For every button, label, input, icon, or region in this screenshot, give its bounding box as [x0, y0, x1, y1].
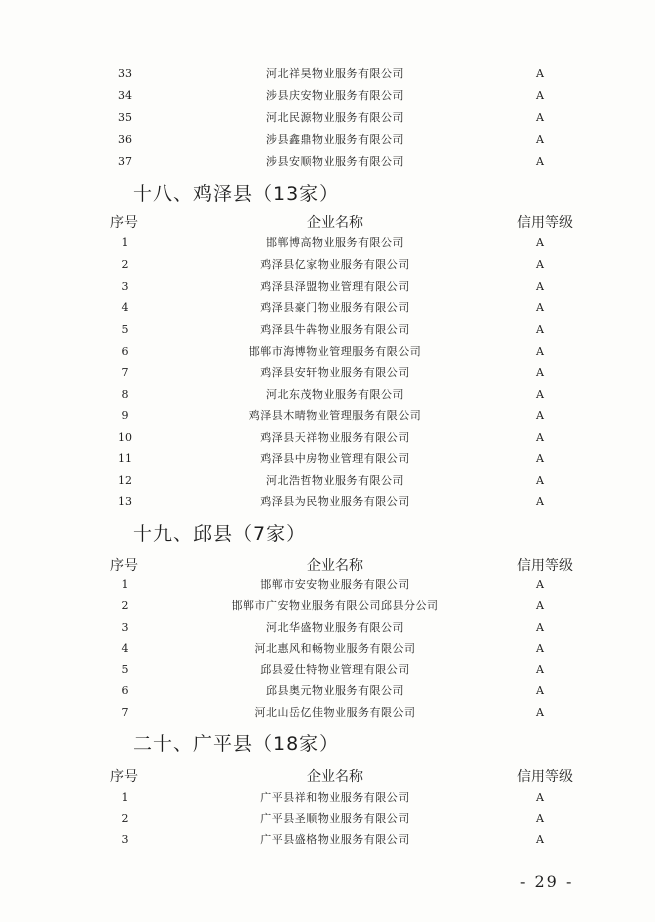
table-row: [0, 151, 655, 172]
table-row: [0, 405, 655, 426]
row-credit-grade: A: [536, 495, 544, 508]
table-row: [0, 448, 655, 469]
table-header: [0, 212, 655, 234]
section-title: 十九、邱县（7家）: [133, 523, 307, 545]
row-company-name: 河北华盛物业服务有限公司: [266, 621, 404, 634]
row-serial-number: 9: [121, 409, 129, 422]
row-company-name: 鸡泽县泽盟物业管理有限公司: [260, 280, 410, 293]
table-row: [0, 617, 655, 638]
row-serial-number: 3: [121, 280, 129, 293]
row-credit-grade: A: [536, 791, 544, 804]
table-row: [0, 829, 655, 850]
row-company-name: 河北惠风和畅物业服务有限公司: [254, 642, 416, 655]
row-serial-number: 36: [118, 133, 132, 146]
row-serial-number: 4: [121, 301, 129, 314]
row-company-name: 鸡泽县亿家物业服务有限公司: [260, 258, 410, 271]
table-row: [0, 129, 655, 150]
row-company-name: 邱县奥元物业服务有限公司: [266, 684, 404, 697]
row-company-name: 广平县盛格物业服务有限公司: [260, 833, 410, 846]
row-company-name: 邯郸市海博物业管理服务有限公司: [248, 345, 422, 358]
header-credit-grade: 信用等级: [517, 558, 573, 574]
table-row: [0, 680, 655, 701]
row-serial-number: 13: [118, 495, 132, 508]
row-company-name: 广平县祥和物业服务有限公司: [260, 791, 410, 804]
row-company-name: 河北民源物业服务有限公司: [266, 111, 404, 124]
row-credit-grade: A: [536, 833, 544, 846]
row-credit-grade: A: [536, 111, 544, 124]
table-row: [0, 63, 655, 84]
row-credit-grade: A: [536, 133, 544, 146]
row-company-name: 河北祥昊物业服务有限公司: [266, 67, 404, 80]
row-serial-number: 1: [121, 236, 129, 249]
row-serial-number: 37: [118, 155, 132, 168]
row-company-name: 涉县鑫鼎物业服务有限公司: [266, 133, 404, 146]
header-serial-number: 序号: [110, 558, 138, 574]
header-company-name: 企业名称: [307, 215, 363, 231]
row-credit-grade: A: [536, 366, 544, 379]
row-company-name: 鸡泽县天祥物业服务有限公司: [260, 431, 410, 444]
row-credit-grade: A: [536, 280, 544, 293]
row-credit-grade: A: [536, 345, 544, 358]
row-serial-number: 6: [121, 345, 129, 358]
header-company-name: 企业名称: [307, 769, 363, 785]
table-row: [0, 232, 655, 253]
row-credit-grade: A: [536, 684, 544, 697]
row-serial-number: 4: [121, 642, 129, 655]
row-credit-grade: A: [536, 67, 544, 80]
table-row: [0, 362, 655, 383]
row-company-name: 鸡泽县中房物业管理有限公司: [260, 452, 410, 465]
row-serial-number: 1: [121, 791, 129, 804]
table-row: [0, 491, 655, 512]
page-number: - 29 -: [520, 872, 574, 891]
row-credit-grade: A: [536, 578, 544, 591]
row-credit-grade: A: [536, 89, 544, 102]
table-row: [0, 384, 655, 405]
row-serial-number: 2: [121, 812, 129, 825]
row-credit-grade: A: [536, 706, 544, 719]
row-company-name: 邯郸博高物业服务有限公司: [266, 236, 404, 249]
row-company-name: 涉县庆安物业服务有限公司: [266, 89, 404, 102]
table-row: [0, 427, 655, 448]
row-credit-grade: A: [536, 621, 544, 634]
section-title: 二十、广平县（18家）: [133, 733, 340, 755]
row-company-name: 鸡泽县牛犇物业服务有限公司: [260, 323, 410, 336]
row-company-name: 鸡泽县豪门物业服务有限公司: [260, 301, 410, 314]
row-company-name: 河北东茂物业服务有限公司: [266, 388, 404, 401]
row-credit-grade: A: [536, 388, 544, 401]
row-credit-grade: A: [536, 258, 544, 271]
row-credit-grade: A: [536, 236, 544, 249]
row-company-name: 鸡泽县为民物业服务有限公司: [260, 495, 410, 508]
table-row: [0, 808, 655, 829]
table-row: [0, 659, 655, 680]
table-row: [0, 85, 655, 106]
table-row: [0, 319, 655, 340]
table-row: [0, 297, 655, 318]
row-company-name: 河北浩哲物业服务有限公司: [266, 474, 404, 487]
row-credit-grade: A: [536, 431, 544, 444]
row-company-name: 河北山岳亿佳物业服务有限公司: [254, 706, 416, 719]
row-credit-grade: A: [536, 474, 544, 487]
table-row: [0, 574, 655, 595]
header-company-name: 企业名称: [307, 558, 363, 574]
row-serial-number: 7: [121, 366, 129, 379]
header-serial-number: 序号: [110, 215, 138, 231]
table-row: [0, 341, 655, 362]
row-credit-grade: A: [536, 642, 544, 655]
row-serial-number: 34: [118, 89, 132, 102]
row-serial-number: 3: [121, 833, 129, 846]
row-serial-number: 2: [121, 258, 129, 271]
row-serial-number: 5: [121, 323, 129, 336]
row-credit-grade: A: [536, 301, 544, 314]
row-serial-number: 5: [121, 663, 129, 676]
row-serial-number: 3: [121, 621, 129, 634]
row-company-name: 邱县爱仕特物业管理有限公司: [260, 663, 410, 676]
row-credit-grade: A: [536, 599, 544, 612]
row-company-name: 邯郸市安安物业服务有限公司: [260, 578, 410, 591]
row-credit-grade: A: [536, 812, 544, 825]
table-row: [0, 787, 655, 808]
table-row: [0, 638, 655, 659]
row-serial-number: 35: [118, 111, 132, 124]
table-row: [0, 595, 655, 616]
row-credit-grade: A: [536, 409, 544, 422]
row-serial-number: 6: [121, 684, 129, 697]
table-header: [0, 766, 655, 788]
row-company-name: 鸡泽县木晴物业管理服务有限公司: [248, 409, 422, 422]
row-credit-grade: A: [536, 155, 544, 168]
row-serial-number: 2: [121, 599, 129, 612]
row-serial-number: 1: [121, 578, 129, 591]
row-credit-grade: A: [536, 663, 544, 676]
row-company-name: 广平县圣顺物业服务有限公司: [260, 812, 410, 825]
table-row: [0, 276, 655, 297]
header-credit-grade: 信用等级: [517, 215, 573, 231]
row-serial-number: 10: [118, 431, 132, 444]
row-company-name: 鸡泽县安轩物业服务有限公司: [260, 366, 410, 379]
row-serial-number: 7: [121, 706, 129, 719]
row-company-name: 邯郸市广安物业服务有限公司邱县分公司: [231, 599, 439, 612]
row-company-name: 涉县安顺物业服务有限公司: [266, 155, 404, 168]
row-serial-number: 11: [118, 452, 132, 465]
table-row: [0, 107, 655, 128]
row-credit-grade: A: [536, 452, 544, 465]
row-serial-number: 8: [121, 388, 129, 401]
row-credit-grade: A: [536, 323, 544, 336]
section-title: 十八、鸡泽县（13家）: [133, 183, 340, 205]
row-serial-number: 12: [118, 474, 132, 487]
header-serial-number: 序号: [110, 769, 138, 785]
table-row: [0, 254, 655, 275]
table-row: [0, 702, 655, 723]
row-serial-number: 33: [118, 67, 132, 80]
header-credit-grade: 信用等级: [517, 769, 573, 785]
table-row: [0, 470, 655, 491]
